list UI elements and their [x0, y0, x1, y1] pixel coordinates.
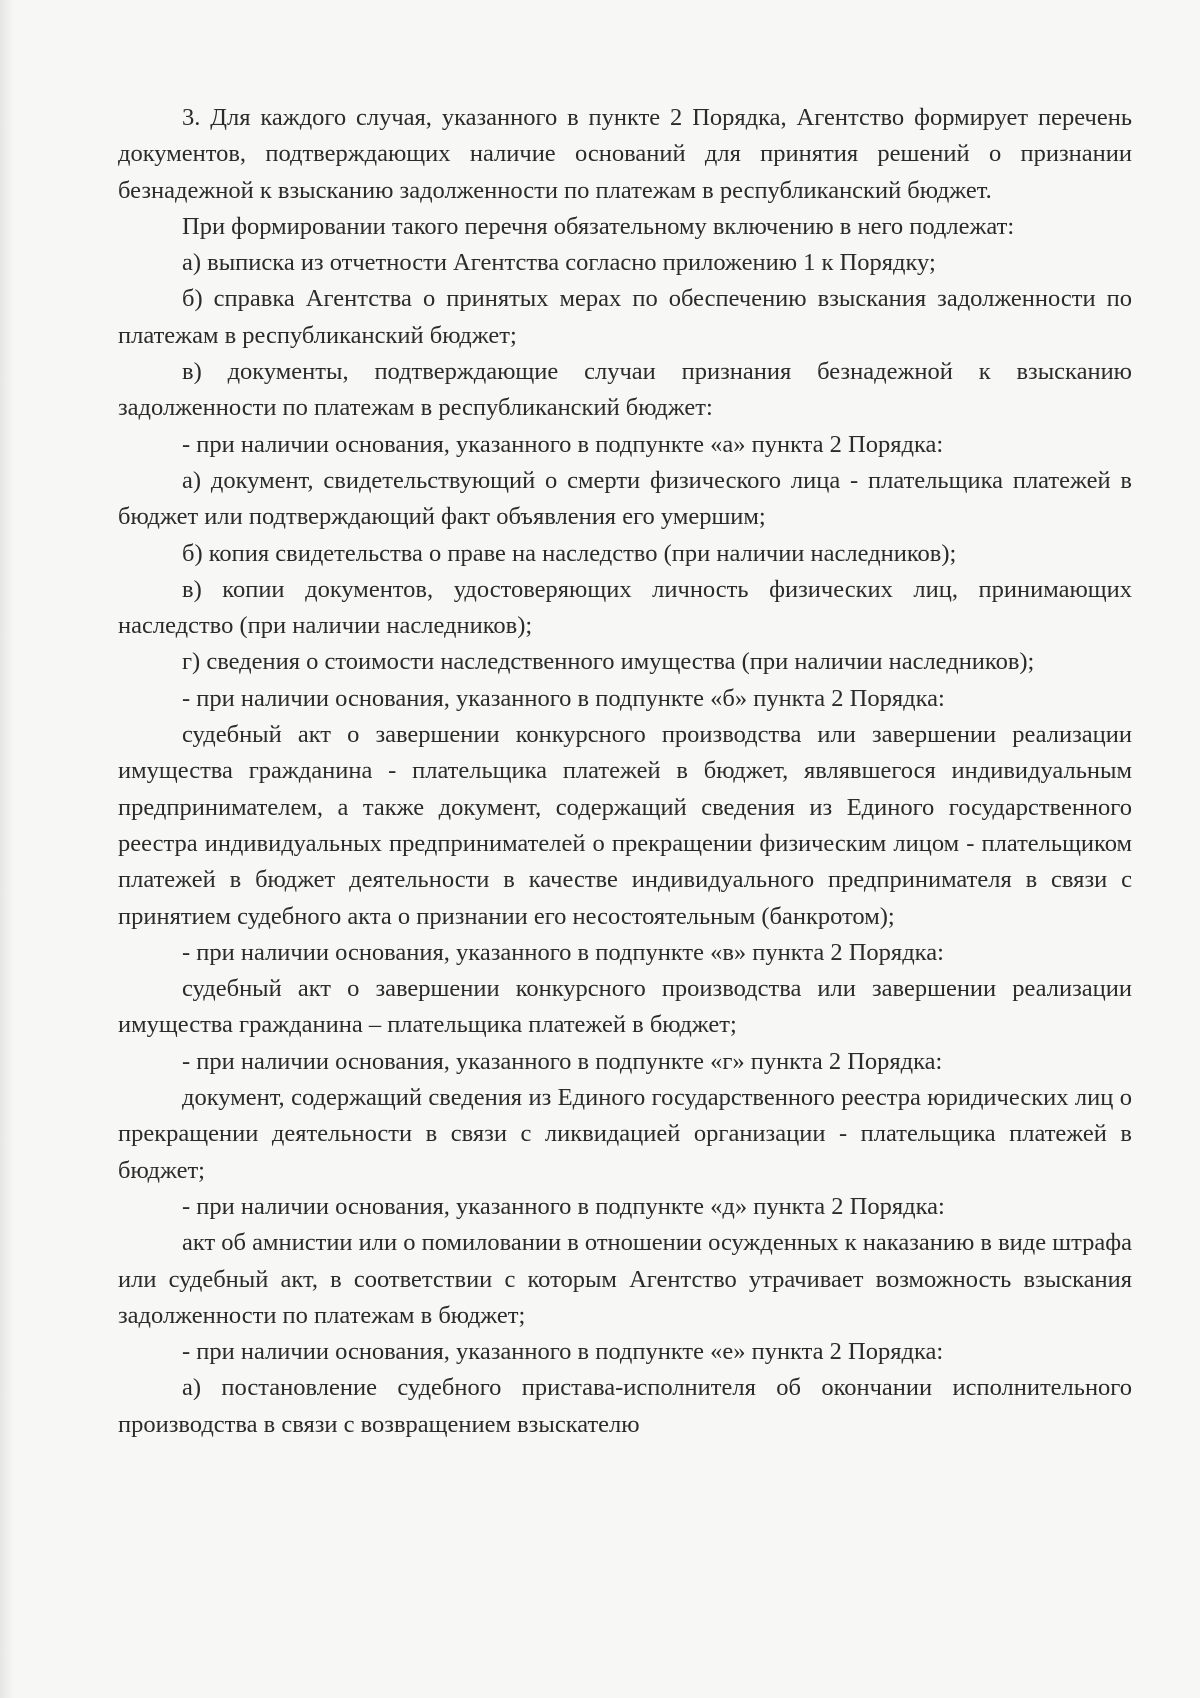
basis-heading-g: - при наличии основания, указанного в подпункте «г» пункта 2 Порядка: — [182, 1047, 943, 1075]
list-item-b: б) справка Агентства о принятых мерах по обеспечению взыскания задолженности по платежам в республиканский бюджет; — [118, 285, 1132, 349]
basis-v-text: судебный акт о завершении конкурсного производства или завершении реализации имущества гражданина – плательщика платежей в бюджет; — [118, 975, 1132, 1039]
basis-a-item-2: б) копия свидетельства о праве на наследство (при наличии наследников); — [182, 539, 957, 567]
basis-d-text: акт об амнистии или о помиловании в отношении осужденных к наказанию в виде штрафа или судебный акт, в соответствии с которым Агентство утрачивает возможность взыскания задолженности по платежам в бюджет; — [118, 1229, 1132, 1329]
basis-heading-e: - при наличии основания, указанного в подпункте «е» пункта 2 Порядка: — [182, 1338, 944, 1366]
basis-heading-a: - при наличии основания, указанного в подпункте «а» пункта 2 Порядка: — [182, 430, 944, 458]
paragraph-list-intro: При формировании такого перечня обязательному включению в него подлежат: — [182, 212, 1015, 240]
basis-a-item-3: в) копии документов, удостоверяющих личность физических лиц, принимающих наследство (при наличии наследников); — [118, 575, 1132, 640]
basis-g-text: документ, содержащий сведения из Единого государственного реестра юридических лиц о прекращении деятельности в связи с ликвидацией организации - плательщика платежей в бюджет; — [118, 1084, 1132, 1184]
list-item-v: в) документы, подтверждающие случаи признания безнадежной к взысканию задолженности по платежам в республиканский бюджет: — [118, 358, 1132, 422]
basis-heading-b: - при наличии основания, указанного в подпункте «б» пункта 2 Порядка: — [182, 684, 945, 712]
paragraph-item-3: 3. Для каждого случая, указанного в пункте 2 Порядка, Агентство формирует перечень документов, подтверждающих наличие оснований для принятия решений о признании безнадежной к взысканию задолженности по платежам в республиканский бюджет. — [118, 104, 1132, 204]
basis-b-text: судебный акт о завершении конкурсного производства или завершении реализации имущества гражданина - плательщика платежей в бюджет, являвшегося индивидуальным предпринимателем, а также документ, содержащий сведения из Единого государственного реестра индивидуальных предпринимателей о прекращении физическим лицом - плательщиком платежей в бюджет деятельности в качестве индивидуального предпринимателя в связи с принятием судебного акта о признании его несостоятельным (банкротом); — [118, 721, 1132, 930]
basis-heading-v: - при наличии основания, указанного в подпункте «в» пункта 2 Порядка: — [182, 938, 944, 966]
basis-heading-d: - при наличии основания, указанного в подпункте «д» пункта 2 Порядка: — [182, 1192, 945, 1220]
list-item-a: а) выписка из отчетности Агентства согласно приложению 1 к Порядку; — [182, 249, 936, 277]
basis-a-item-1: а) документ, свидетельствующий о смерти физического лица - плательщика платежей в бюджет или подтверждающий факт объявления его умершим; — [118, 466, 1132, 531]
scan-edge-shadow — [0, 0, 14, 1698]
basis-a-item-4: г) сведения о стоимости наследственного имущества (при наличии наследников); — [182, 648, 1035, 676]
basis-e-item-1: а) постановление судебного пристава-исполнителя об окончании исполнительного производства в связи с возвращением взыскателю — [118, 1374, 1132, 1438]
